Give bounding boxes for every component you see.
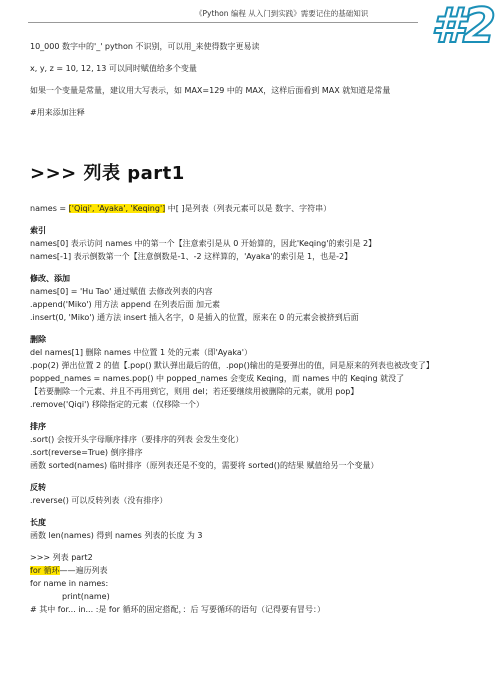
names-list-highlight: ['Qiqi', 'Ayaka', 'Keqing'] bbox=[68, 204, 166, 213]
delete-line-4: 【若要删除一个元素、并且不再用到它，则用 del；若还要继续用被删除的元素，就用 pop】 bbox=[30, 387, 359, 396]
length-line-1: 函数 len(names) 得到 names 列表的长度 为 3 bbox=[30, 531, 203, 540]
names-assign: names = bbox=[30, 204, 69, 213]
index-line-2: names[-1] 表示倒数第一个【注意倒数是-1、-2 这样算的，'Ayaka'的索引是 1，也是-2】 bbox=[30, 252, 353, 261]
page-number-badge: #2 bbox=[431, 0, 494, 54]
sort-line-1: .sort() 会按开头字母顺序排序（要排序的列表 会发生变化） bbox=[30, 435, 244, 444]
reverse-line-1: .reverse() 可以反转列表（没有排序） bbox=[30, 496, 168, 505]
code-line-1: for name in names: bbox=[30, 579, 109, 588]
subheading-sort: 排序 bbox=[30, 422, 46, 431]
section-heading-part2: >>> 列表 part2 bbox=[30, 553, 93, 562]
modify-line-1: names[0] = 'Hu Tao' 通过赋值 去修改列表的内容 bbox=[30, 287, 213, 296]
subheading-index: 索引 bbox=[30, 226, 46, 235]
header-divider bbox=[28, 22, 418, 23]
document-body bbox=[30, 40, 480, 616]
subheading-delete: 删除 bbox=[30, 335, 46, 344]
header-title: 《Python 编程 从入门到实践》需要记住的基础知识 bbox=[195, 9, 369, 18]
delete-line-2: .pop(2) 弹出位置 2 的值【.pop() 默认弹出最后的值，.pop()输出的是要弹出的值，同是原来的列表也被改变了】 bbox=[30, 361, 434, 370]
for-loop-desc: ——遍历列表 bbox=[59, 566, 108, 575]
for-loop-highlight: for 循环 bbox=[30, 566, 60, 575]
intro-line-1: 10_000 数字中的'_' python 不识别，可以用_来使得数字更易读 bbox=[30, 42, 260, 51]
delete-line-3: popped_names = names.pop() 中 popped_names 会变成 Keqing，而 names 中的 Keqing 就没了 bbox=[30, 374, 405, 383]
names-definition bbox=[30, 202, 480, 215]
index-line-1: names[0] 表示访问 names 中的第一个【注意索引是从 0 开始算的，因此'Keqing'的索引是 2】 bbox=[30, 239, 377, 248]
delete-line-5: .remove('Qiqi') 移除指定的元素（仅移除一个） bbox=[30, 400, 204, 409]
modify-line-2: .append('Miko') 用方法 append 在列表后面 加元素 bbox=[30, 300, 220, 309]
intro-line-2: x, y, z = 10, 12, 13 可以同时赋值给多个变量 bbox=[30, 64, 197, 73]
intro-line-4: #用来添加注释 bbox=[30, 108, 85, 117]
section-heading-part1: >>> 列表 part1 bbox=[30, 163, 185, 184]
subheading-length: 长度 bbox=[30, 518, 46, 527]
for-loop-note: # 其中 for... in... :是 for 循环的固定搭配，：后 写要循环的语句（记得要有冒号：） bbox=[30, 605, 326, 614]
code-line-2: print(name) bbox=[62, 592, 110, 601]
subheading-modify: 修改、添加 bbox=[30, 274, 70, 283]
delete-line-1: del names[1] 删除 names 中位置 1 处的元素（即'Ayaka'） bbox=[30, 348, 252, 357]
modify-line-3: .insert(0, 'Miko') 通方法 insert 插入名字，0 是插入的位置，原来在 0 的元素会被挤到后面 bbox=[30, 313, 359, 322]
for-loop-title bbox=[30, 564, 480, 577]
names-note: 中[ ]是列表（列表元素可以是 数字、字符串） bbox=[165, 204, 332, 213]
intro-line-3: 如果一个变量是常量，建议用大写表示，如 MAX=129 中的 MAX，这样后面看到 MAX 就知道是常量 bbox=[30, 86, 391, 95]
sort-line-2: .sort(reverse=True) 倒序排序 bbox=[30, 448, 143, 457]
subheading-reverse: 反转 bbox=[30, 483, 46, 492]
sort-line-3: 函数 sorted(names) 临时排序（原列表还是不变的，需要将 sorted()的结果 赋值给另一个变量） bbox=[30, 461, 379, 470]
